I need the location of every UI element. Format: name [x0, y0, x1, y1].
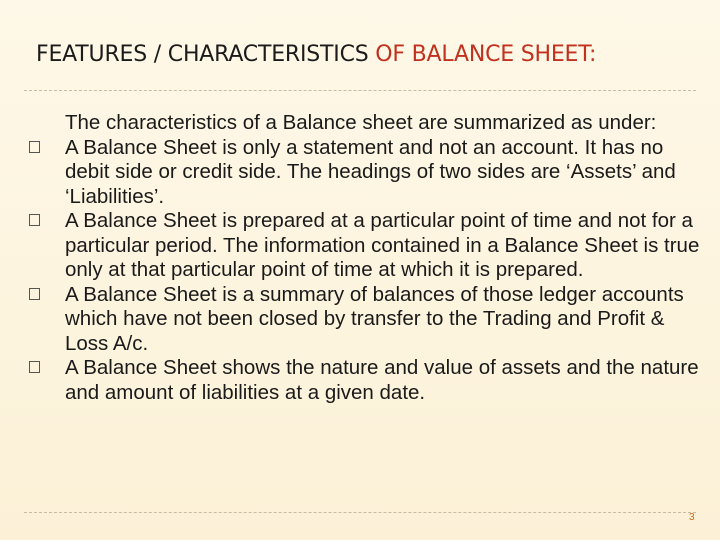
- bullet-text: A Balance Sheet is only a statement and not an account. It has no debit side or credit side. The headings of two sides are ‘Assets’ and ‘Liabilities’.: [65, 135, 676, 208]
- bullet-text: A Balance Sheet is prepared at a particular point of time and not for a particular period. The information contained in a Balance Sheet is true only at that particular point of time at which it is prepared.: [65, 209, 700, 281]
- intro-paragraph: The characteristics of a Balance sheet are summarized as under:: [65, 111, 657, 134]
- bottom-divider: [24, 512, 696, 513]
- slide-title: [36, 42, 706, 67]
- bullet-item: [65, 283, 705, 357]
- bullet-box-icon: [29, 141, 40, 153]
- bullet-box-icon: [29, 361, 40, 373]
- bullet-text: A Balance Sheet shows the nature and value of assets and the nature and amount of liabilities at a given date.: [65, 356, 699, 404]
- top-divider: [24, 90, 696, 91]
- page-number: 3: [689, 512, 695, 523]
- bullet-box-icon: [29, 214, 40, 226]
- bullet-box-icon: [29, 288, 40, 300]
- bullet-item: [65, 136, 705, 210]
- title-part-1: FEATURES / CHARACTERISTICS: [36, 42, 376, 67]
- bullet-item: [65, 356, 705, 405]
- bullet-item: [65, 209, 705, 283]
- title-part-2: OF BALANCE SHEET:: [375, 42, 597, 67]
- slide-body: [65, 111, 705, 405]
- bullet-text: A Balance Sheet is a summary of balances of those ledger accounts which have not been closed by transfer to the Trading and Profit & Loss A/c.: [65, 282, 684, 355]
